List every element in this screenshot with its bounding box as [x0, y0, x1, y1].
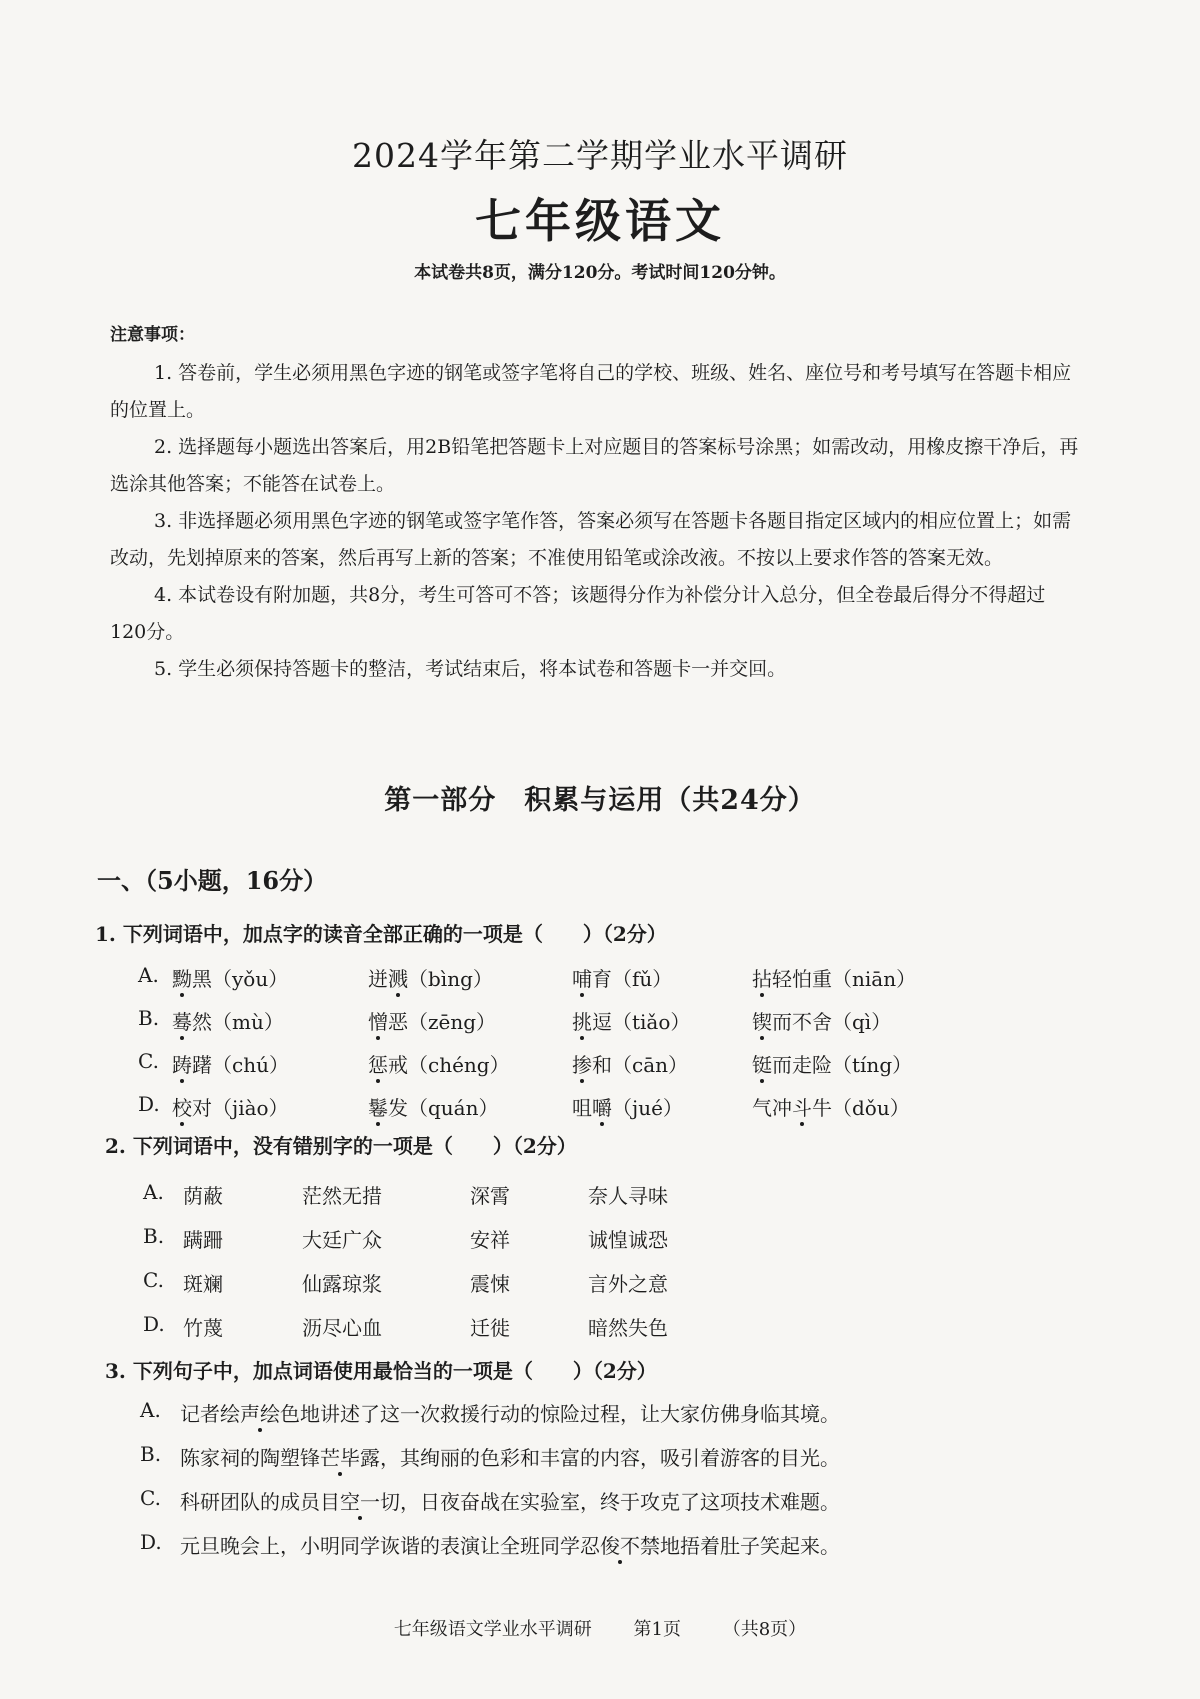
q1-option-label: A.: [138, 963, 159, 987]
q3-option-sentence: [180, 1442, 840, 1471]
q3-item-dotted: 忍俊不禁: [580, 1530, 660, 1559]
notice-item-5: 5. 学生必须保持答题卡的整洁，考试结束后，将本试卷和答题卡一并交回。: [154, 658, 787, 680]
q2-option-item: 奈人寻味: [588, 1184, 668, 1208]
q1-item-pre: 气冲: [752, 1096, 792, 1120]
q1-item-dotted: 鬈: [368, 1092, 388, 1121]
q3-item-dotted: 目空一切: [320, 1486, 400, 1515]
q1-item-post: 戒（chéng）: [388, 1053, 510, 1077]
q2-option-item: 迁徙: [470, 1316, 510, 1340]
q1-item-dotted: 挑: [572, 1006, 592, 1035]
q1-option-item: [172, 1092, 289, 1121]
q1-option-item: [752, 1049, 912, 1078]
q3-title: 3. 下列句子中，加点词语使用最恰当的一项是（ ）（2分）: [105, 1359, 657, 1383]
q2-option-item: 沥尽心血: [302, 1316, 382, 1340]
q3-item-post: 地讲述了这一次救援行动的惊险过程，让大家仿佛身临其境。: [300, 1402, 840, 1426]
q1-option-item: [368, 1049, 510, 1078]
q1-option-item: [572, 1092, 683, 1121]
q1-option-item: [572, 1006, 690, 1035]
q2-option-item: 深霄: [470, 1184, 510, 1208]
q1-option-item: [368, 1092, 499, 1121]
q3-option-sentence: [180, 1486, 840, 1515]
footer-course: 七年级语文学业水平调研: [393, 1619, 592, 1640]
q1-item-post: 黑（yǒu）: [192, 967, 289, 991]
notice-item-4: 4. 本试卷设有附加题，共8分，考生可答可不答；该题得分作为补偿分计入总分，但全卷最后得分不得超过120分。: [110, 584, 1046, 643]
q1-item-dotted: 哺: [572, 963, 592, 992]
q3-item-post: ，日夜奋战在实验室，终于攻克了这项技术难题。: [400, 1490, 840, 1514]
q3-option-label: D.: [140, 1530, 162, 1554]
q2-title: 2. 下列词语中，没有错别字的一项是（ ）（2分）: [105, 1134, 577, 1158]
q2-option-item: 言外之意: [588, 1272, 668, 1296]
q1-item-dotted: 溅: [388, 963, 408, 992]
q1-option-label: D.: [138, 1092, 160, 1116]
q1-item-dotted: 憎: [368, 1006, 388, 1035]
footer-page-number: 第1页: [633, 1619, 681, 1640]
q2-option-item: 荫蔽: [183, 1184, 223, 1208]
q1-item-dotted: 掺: [572, 1049, 592, 1078]
q1-item-dotted: 嚼: [592, 1092, 612, 1121]
q3-option-label: B.: [140, 1442, 162, 1466]
q2-option-item: 茫然无措: [302, 1184, 382, 1208]
q2-option-item: 诚惶诚恐: [588, 1228, 668, 1252]
exam-title-line1: 2024学年第二学期学业水平调研: [352, 136, 848, 175]
q1-option-item: [752, 963, 916, 992]
notice-heading: 注意事项：: [110, 325, 195, 345]
exam-subtitle: 本试卷共8页，满分120分。考试时间120分钟。: [414, 263, 786, 283]
q1-item-post: 然（mù）: [192, 1010, 284, 1034]
section-one-heading: 一、（5小题，16分）: [97, 866, 328, 895]
q1-item-post: （bìng）: [408, 967, 493, 991]
q1-item-post: 和（cān）: [592, 1053, 689, 1077]
q3-item-post: 地捂着肚子笑起来。: [660, 1534, 840, 1558]
q3-option-sentence: [180, 1398, 840, 1427]
q2-option-item: 斑斓: [183, 1272, 223, 1296]
q1-item-post: 轻怕重（niān）: [772, 967, 917, 991]
q3-item-pre: 元旦晚会上，小明同学诙谐的表演让全班同学: [180, 1534, 580, 1558]
q1-option-item: [572, 1049, 688, 1078]
q2-option-label: A.: [143, 1180, 164, 1204]
q3-item-post: ，其绚丽的色彩和丰富的内容，吸引着游客的目光。: [380, 1446, 840, 1470]
q3-option-label: A.: [140, 1398, 161, 1422]
q1-item-dotted: 斗: [792, 1092, 812, 1121]
q2-option-label: C.: [143, 1268, 164, 1292]
q1-option-item: [172, 1006, 284, 1035]
q3-item-pre: 科研团队的成员: [180, 1490, 320, 1514]
page-footer: [0, 1615, 1200, 1641]
q1-item-post: （jué）: [612, 1096, 683, 1120]
q3-item-dotted: 绘声绘色: [220, 1398, 300, 1427]
q1-item-post: 育（fǔ）: [592, 967, 673, 991]
q3-item-pre: 陈家祠的陶塑: [180, 1446, 300, 1470]
q1-option-item: [752, 1092, 910, 1121]
q1-item-post: 而不舍（qì）: [772, 1010, 892, 1034]
q2-option-item: 竹蔑: [183, 1316, 223, 1340]
q2-option-item: 大廷广众: [302, 1228, 382, 1252]
part1-title: 第一部分 积累与运用（共24分）: [384, 785, 816, 816]
q1-item-post: 发（quán）: [388, 1096, 499, 1120]
q1-option-item: [572, 963, 672, 992]
q3-option-label: C.: [140, 1486, 161, 1510]
q3-option-sentence: [180, 1530, 840, 1559]
q1-item-post: 对（jiào）: [192, 1096, 289, 1120]
q1-item-post: 恶（zēng）: [388, 1010, 497, 1034]
q1-title: 1. 下列词语中，加点字的读音全部正确的一项是（ ）（2分）: [95, 922, 667, 946]
q1-item-dotted: 蓦: [172, 1006, 192, 1035]
q1-item-dotted: 拈: [752, 963, 772, 992]
q1-option-label: B.: [138, 1006, 160, 1030]
notice-item-2: 2. 选择题每小题选出答案后，用2B铅笔把答题卡上对应题目的答案标号涂黑；如需改动，用橡皮擦干净后，再选涂其他答案；不能答在试卷上。: [110, 436, 1079, 495]
q2-option-item: 安祥: [470, 1228, 510, 1252]
q1-item-pre: 咀: [572, 1096, 592, 1120]
notice-list: [110, 355, 1080, 688]
q2-option-label: D.: [143, 1312, 165, 1336]
q2-option-item: 震悚: [470, 1272, 510, 1296]
q1-option-item: [172, 1049, 289, 1078]
q2-option-item: 暗然失色: [588, 1316, 668, 1340]
q1-option-item: [172, 963, 288, 992]
q3-item-pre: 记者: [180, 1402, 220, 1426]
q2-option-item: 仙露琼浆: [302, 1272, 382, 1296]
q1-option-label: C.: [138, 1049, 159, 1073]
q1-item-post: 躇（chú）: [192, 1053, 289, 1077]
q1-option-item: [752, 1006, 891, 1035]
q1-option-item: [368, 963, 493, 992]
q1-item-dotted: 锲: [752, 1006, 772, 1035]
q1-item-dotted: 惩: [368, 1049, 388, 1078]
q1-item-dotted: 踌: [172, 1049, 192, 1078]
q1-item-post: 牛（dǒu）: [812, 1096, 910, 1120]
q1-item-dotted: 校: [172, 1092, 192, 1121]
exam-title-line2: 七年级语文: [475, 194, 725, 248]
notice-item-1: 1. 答卷前，学生必须用黑色字迹的钢笔或签字笔将自己的学校、班级、姓名、座位号和考号填写在答题卡相应的位置上。: [110, 362, 1072, 421]
q2-option-item: 蹒跚: [183, 1228, 223, 1252]
q3-item-dotted: 锋芒毕露: [300, 1442, 380, 1471]
q1-item-pre: 迸: [368, 967, 388, 991]
footer-total-pages: （共8页）: [722, 1619, 807, 1640]
q1-item-dotted: 铤: [752, 1049, 772, 1078]
q1-item-post: 逗（tiǎo）: [592, 1010, 691, 1034]
notice-item-3: 3. 非选择题必须用黑色字迹的钢笔或签字笔作答，答案必须写在答题卡各题目指定区域内的相应位置上；如需改动，先划掉原来的答案，然后再写上新的答案；不准使用铅笔或涂改液。不按以上要求作答的答案无效。: [110, 510, 1072, 569]
q2-option-label: B.: [143, 1224, 165, 1248]
q1-item-post: 而走险（tíng）: [772, 1053, 913, 1077]
q1-option-item: [368, 1006, 496, 1035]
q1-item-dotted: 黝: [172, 963, 192, 992]
